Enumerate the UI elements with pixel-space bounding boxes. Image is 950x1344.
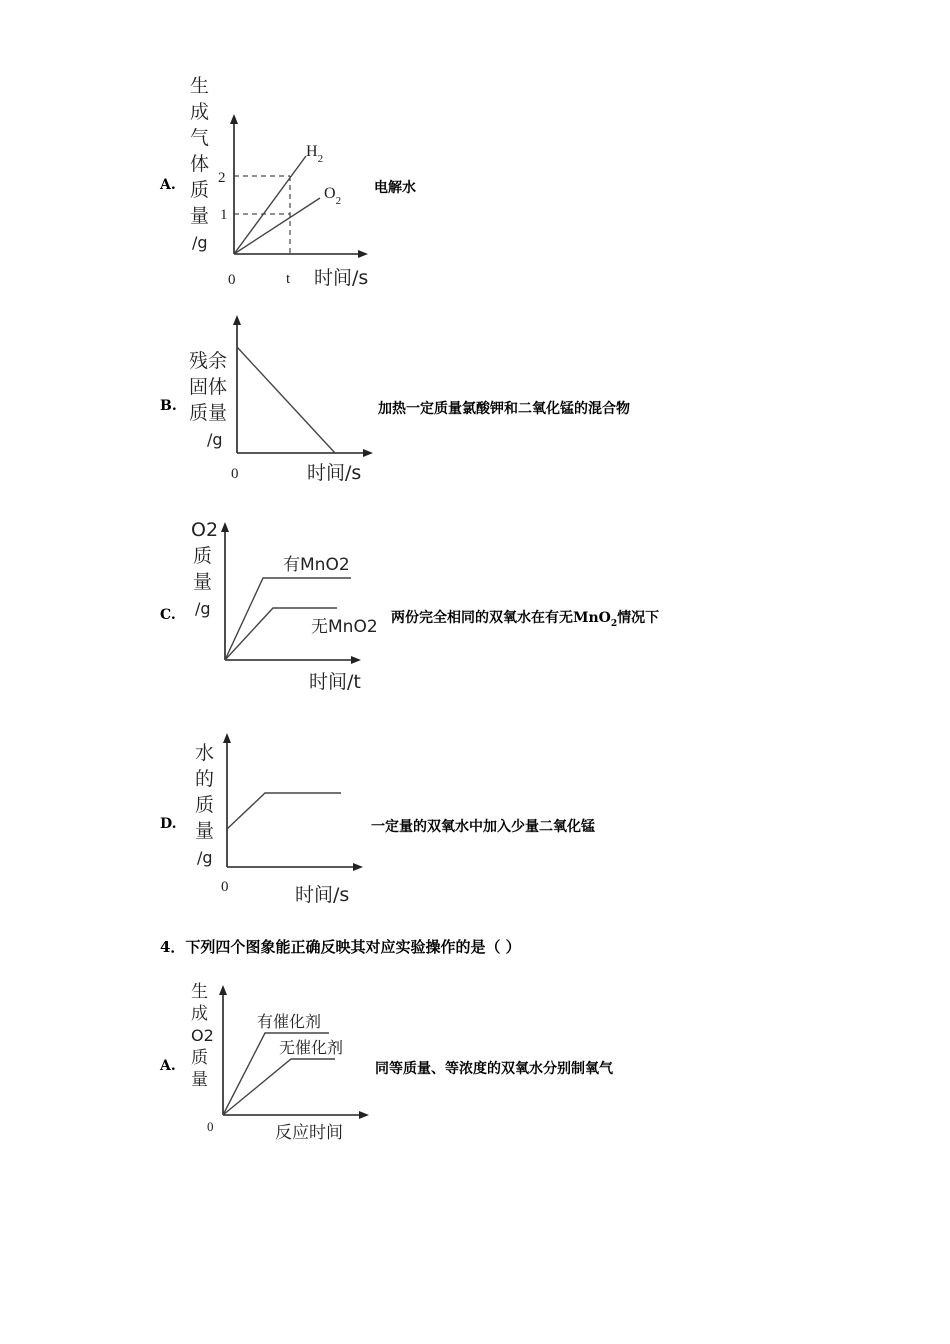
- graph-q4a-without-label: 无催化剂: [279, 1038, 344, 1057]
- option-b-desc: 加热一定质量氯酸钾和二氧化锰的混合物: [378, 401, 630, 417]
- graph-a-ylabel-2: 气: [190, 127, 210, 149]
- graph-a-t-tick: t: [286, 271, 291, 287]
- graph-b-residual-solid: [185, 305, 385, 490]
- graph-d-ylabel-0: 水: [195, 742, 215, 764]
- graph-a-y-arrow: [230, 114, 238, 124]
- graph-b-origin: 0: [231, 466, 239, 482]
- graph-q4a-ylabel-2: O2: [191, 1026, 214, 1045]
- q4-option-a-letter: A.: [160, 1058, 176, 1074]
- option-c-desc: [391, 607, 659, 629]
- graph-a-ytick-2: 2: [218, 170, 226, 186]
- graph-c-with-label: 有MnO2: [283, 555, 350, 575]
- graph-c-without-label: 无MnO2: [311, 617, 378, 637]
- graph-d-y-arrow: [223, 733, 231, 743]
- graph-b-xlabel: 时间/s: [307, 462, 362, 484]
- option-a-letter: A.: [160, 177, 176, 193]
- graph-q4a-ylabel-4: 量: [191, 1070, 208, 1090]
- graph-d-ylabel-4: /g: [197, 848, 213, 867]
- graph-d-ylabel-1: 的: [195, 768, 215, 790]
- graph-q4a-ylabel-3: 质: [191, 1048, 208, 1068]
- graph-a-ylabel-6: /g: [192, 233, 208, 252]
- option-d-desc: 一定量的双氧水中加入少量二氧化锰: [371, 819, 595, 835]
- graph-a-ylabel-4: 质: [190, 179, 210, 201]
- option-c-desc-formula-sub: 2: [610, 618, 618, 629]
- graph-d-origin: 0: [221, 879, 229, 895]
- graph-a-electrolysis: [180, 70, 380, 300]
- graph-b-x-arrow: [363, 449, 373, 457]
- graph-c-ylabel-3: /g: [195, 599, 211, 618]
- graph-a-ylabel-3: 体: [190, 153, 210, 175]
- graph-q4a-without-catalyst-line: [223, 1059, 335, 1115]
- graph-a-x-arrow: [358, 250, 368, 258]
- option-c-desc-prefix: 两份完全相同的双氧水在有无: [391, 610, 573, 626]
- graph-b-ylabel-2: 质量: [189, 402, 228, 424]
- option-c-letter: C.: [160, 607, 176, 623]
- graph-b-ylabel-3: /g: [207, 430, 223, 449]
- graph-d-water-line: [227, 793, 341, 829]
- graph-b-ylabel-0: 残余: [189, 350, 228, 372]
- graph-q4a-x-arrow: [359, 1111, 369, 1119]
- option-c-desc-suffix: 情况下: [617, 610, 660, 626]
- graph-q4a-y-arrow: [219, 985, 227, 995]
- graph-a-ylabel-1: 成: [190, 101, 210, 123]
- graph-q4a-ylabel-1: 成: [191, 1004, 208, 1024]
- graph-b-decline-line: [237, 347, 335, 453]
- graph-b-ylabel-1: 固体: [189, 376, 228, 398]
- graph-c-y-arrow: [221, 522, 229, 532]
- graph-c-xlabel: 时间/t: [309, 671, 361, 693]
- graph-a-ylabel-0: 生: [190, 75, 210, 97]
- graph-c-ylabel-0: O2: [191, 519, 219, 541]
- option-a-desc: 电解水: [374, 180, 416, 196]
- graph-a-o2-line: [234, 198, 320, 254]
- graph-q4a-ylabel-0: 生: [191, 982, 208, 1002]
- graph-d-xlabel: 时间/s: [295, 884, 350, 906]
- graph-c-mno2-compare: [185, 510, 385, 695]
- graph-d-ylabel-2: 质: [195, 794, 215, 816]
- graph-d-ylabel-3: 量: [195, 820, 215, 842]
- graph-c-ylabel-1: 质: [193, 545, 213, 567]
- graph-c-ylabel-2: 量: [193, 571, 213, 593]
- graph-a-ylabel-5: 量: [190, 205, 210, 227]
- option-d-letter: D.: [160, 816, 177, 832]
- question-4-stem: 4．下列四个图象能正确反映其对应实验操作的是（ ）: [160, 938, 521, 956]
- graph-a-origin: 0: [228, 272, 236, 288]
- option-b-letter: B.: [160, 398, 177, 414]
- graph-b-y-arrow: [233, 315, 241, 325]
- graph-a-h2-line: [234, 156, 306, 254]
- graph-a-h2-label: $H_2$: [306, 143, 324, 165]
- graph-a-xlabel: 时间/s: [314, 267, 369, 289]
- graph-q4a-with-label: 有催化剂: [257, 1012, 322, 1031]
- graph-a-o2-label: $O_2$: [324, 185, 342, 207]
- graph-q4a-origin: 0: [207, 1119, 214, 1134]
- graph-c-x-arrow: [351, 656, 361, 664]
- graph-q4a-xlabel: 反应时间: [275, 1123, 343, 1143]
- graph-d-water-mass: [185, 725, 385, 915]
- graph-d-x-arrow: [353, 863, 363, 871]
- option-c-desc-formula: MnO: [573, 610, 611, 626]
- graph-q4-a-catalyst: [185, 975, 385, 1150]
- graph-a-ytick-1: 1: [220, 207, 228, 223]
- q4-option-a-desc: 同等质量、等浓度的双氧水分别制氧气: [375, 1061, 613, 1077]
